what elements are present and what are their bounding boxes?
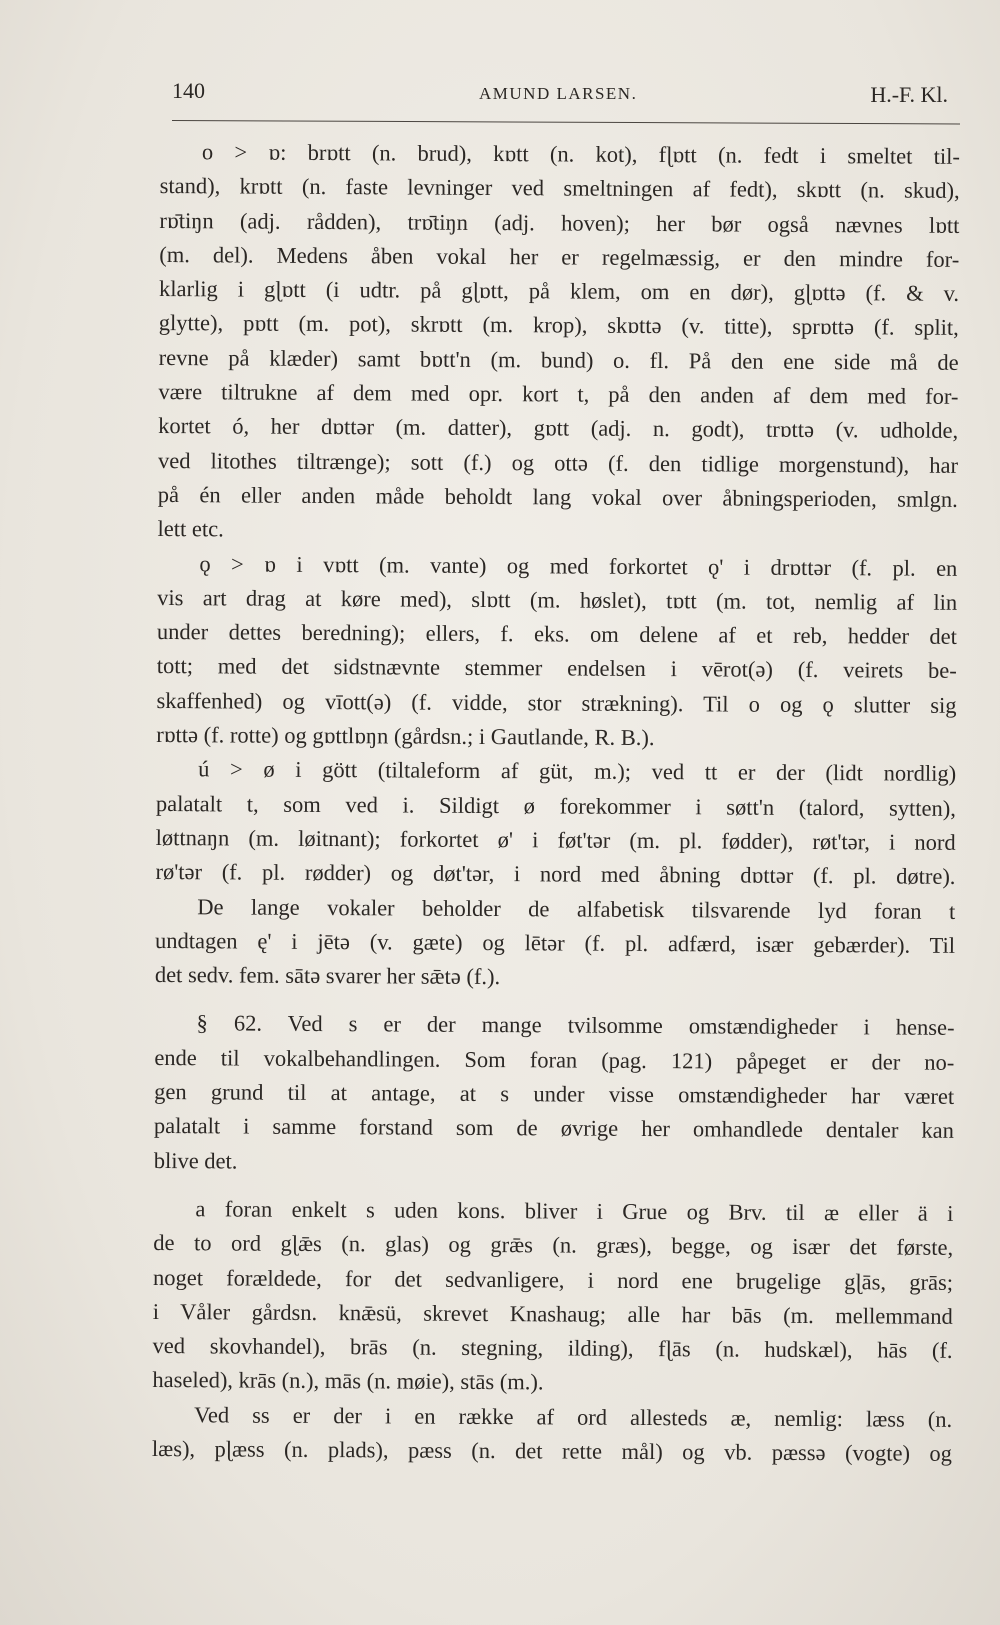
text-line: i Våler gårdsn. knǣsü, skrevet Knashaug; alle har bās (m. mellemmand: [152, 1298, 953, 1329]
text-line: noget forældede, for det sedvanligere, i nord ene brugelige gɭās, grās;: [152, 1264, 954, 1295]
text-line: ved litothes tiltrænge); sott (f.) og ottə (f. den tidlige morgenstund), har: [157, 447, 959, 478]
text-line: klarlig i gɭɒtt (i udtr. på gɭɒtt, på klem, om en dør), gɭɒttə (f. & v.: [158, 276, 960, 307]
text-line: ende til vokalbehandlingen. Som foran (pag. 121) påpeget er der no-: [154, 1044, 955, 1075]
text-line: palatalt t, som ved i. Sildigt ø forekommer i søtt'n (talord, sytten),: [155, 790, 956, 821]
text-line: o > ɒ: brɒtt (n. brud), kɒtt (n. kot), fɭɒtt (n. fedt i smeltet til-: [201, 139, 960, 169]
text-line: være tiltrukne af dem med opr. kort t, på den anden af dem med for-: [158, 379, 959, 409]
text-line: haseled), krās (n.), mās (n. møie), stās (m.).: [152, 1367, 544, 1395]
page-number: 140: [172, 78, 205, 103]
text-line: ǫ > ɒ i vɒtt (m. vante) og med forkortet ǫ' i drɒttər (f. pl. en: [199, 550, 958, 581]
text-line: læs), pɭæss (n. plads), pæss (n. det rette mål) og vb. pæssə (vogte) og: [151, 1435, 953, 1466]
text-line: blive det.: [153, 1147, 238, 1174]
text-line: undtagen ę' i jētə (v. gæte) og lētər (f. pl. adfærd, især gebærder). Til: [155, 927, 956, 958]
text-line: på én eller anden måde beholdt lang vokal over åbningsperioden, smlgn.: [157, 481, 958, 512]
text-line: vis art drag at køre med), slɒtt (m. høslet), tɒtt (m. tot, nemlig af lin: [157, 584, 958, 615]
text-line: kortet ó, her dɒttər (m. datter), gɒtt (adj. n. godt), trɒttə (v. udholde,: [158, 413, 959, 444]
text-line: lett etc.: [157, 516, 224, 542]
header-rule: [172, 120, 960, 124]
text-line: rɒ̄tiŋn (adj. rådden), trɒ̄tiŋn (adj. hoven); her bør også nævnes lɒtt: [159, 207, 960, 238]
text-line: ved skovhandel), brās (n. stegning, ilding), fɭās (n. hudskæl), hās (f.: [152, 1333, 953, 1363]
text-line: gen grund til at antage, at s under visse omstændigheder har været: [154, 1078, 955, 1109]
text-line: glytte), pɒtt (m. pot), skrɒtt (m. krop), skɒttə (v. titte), sprɒttə (f. split,: [158, 310, 959, 341]
text-line: de to ord gɭǣs (n. glas) og grǣs (n. græs), begge, og især det første,: [153, 1230, 954, 1261]
text-line: (m. del). Medens åben vokal her er regelmæssig, er den mindre for-: [159, 241, 960, 272]
text-line: ú > ø i gött (tiltaleform af güt, m.); ved tt er der (lidt nordlig): [198, 756, 957, 787]
text-line: a foran enkelt s uden kons. bliver i Grue og Brv. til æ eller ä i: [195, 1196, 954, 1226]
text-line: stand), krɒtt (n. faste levninger ved smeltningen af fedt), skɒtt (n. skud),: [159, 173, 960, 204]
text-line: skaffenhed) og vīott(ə) (f. vidde, stor strækning). Til o og ǫ slutter sig: [156, 687, 957, 718]
text-line: § 62. Ved s er der mange tvilsomme omstændigheder i hense-: [196, 1010, 955, 1041]
text-line: revne på klæder) samt bɒtt'n (m. bund) o. fl. På den ene side må de: [158, 344, 959, 375]
running-title: AMUND LARSEN.: [479, 84, 638, 103]
text-line: under dettes beredning); ellers, f. eks. om delene af et reb, hedder det: [156, 619, 958, 650]
text-line: palatalt i samme forstand som de øvrige her omhandlede dentaler kan: [153, 1113, 955, 1144]
text-line: De lange vokaler beholder de alfabetisk tilsvarende lyd foran t: [197, 893, 956, 924]
text-line: rɒttə (f. rotte) og gɒttlɒŋn (gårdsn.; i Gautlande, R. B.).: [156, 722, 655, 751]
text-line: Ved ss er der i en række af ord allesteds æ, nemlig: læss (n.: [194, 1401, 953, 1432]
text-line: det sedv. fem. sātə svarer her sǣtə (f.).: [154, 962, 501, 990]
body-text: [152, 135, 960, 1471]
text-line: rø'tər (f. pl. rødder) og døt'tər, i nord med åbning dɒttər (f. pl. døtre).: [155, 859, 956, 890]
text-line: løttnaŋn (m. løitnant); forkortet ø' i føt'tər (m. pl. fødder), røt'tər, i nord: [155, 824, 956, 855]
section-label: H.-F. Kl.: [870, 82, 948, 107]
text-line: tott; med det sidstnævnte stemmer endelsen i vērot(ə) (f. veirets be-: [156, 653, 957, 684]
page-header: [172, 78, 948, 108]
